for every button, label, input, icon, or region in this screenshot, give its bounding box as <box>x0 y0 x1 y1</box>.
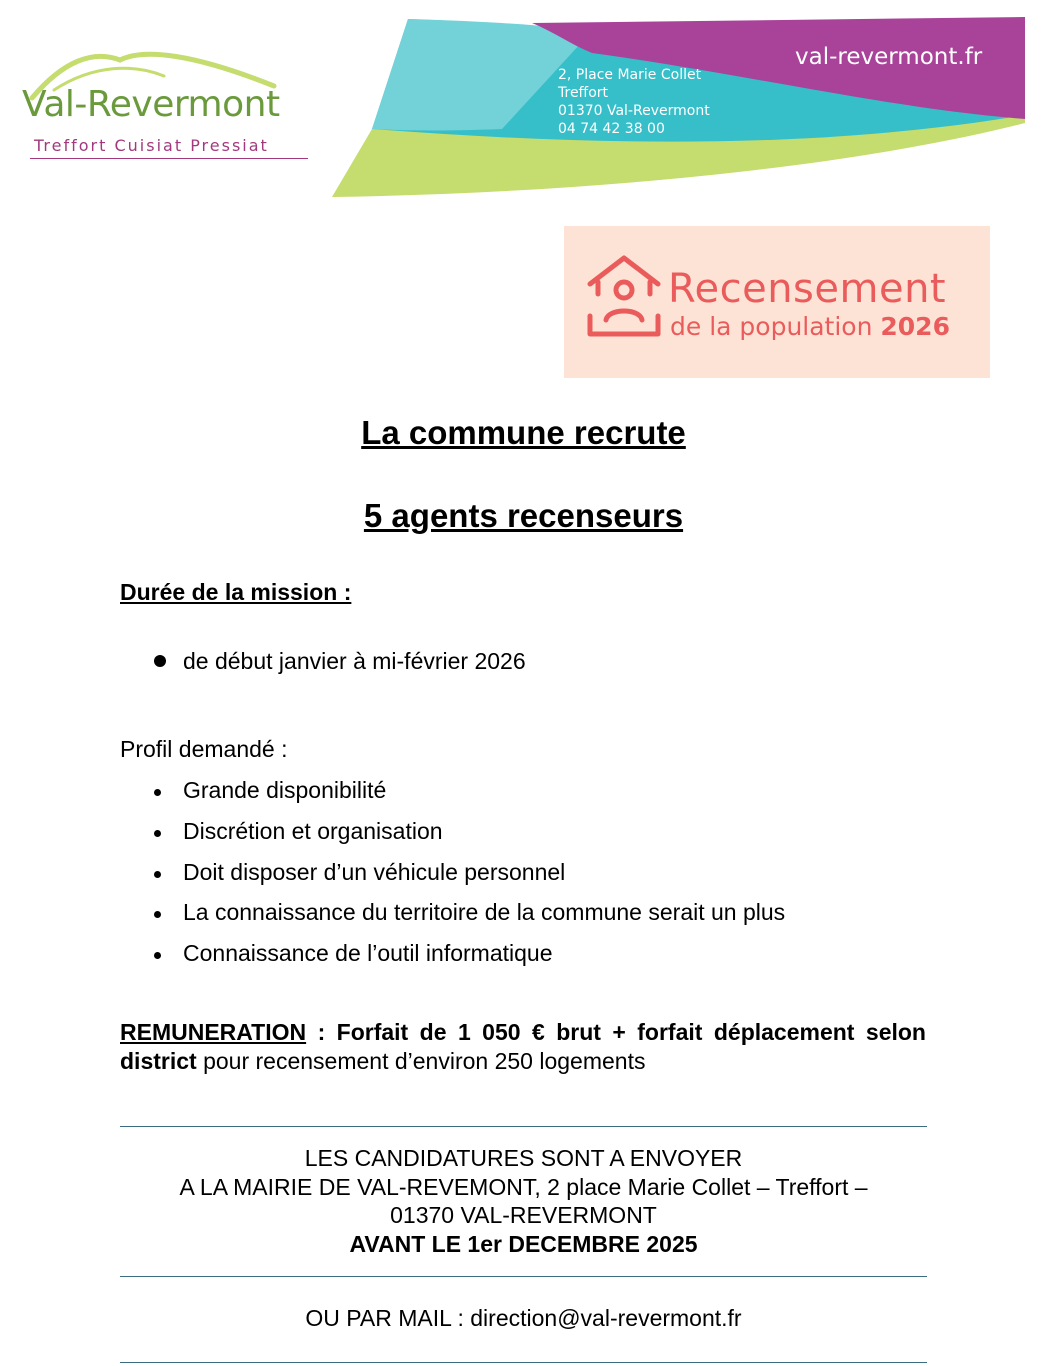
address-line-2: Treffort <box>558 85 609 101</box>
house-person-icon <box>586 254 662 342</box>
applications-line-2: A LA MAIRIE DE VAL-REVEMONT, 2 place Marie Collet – Treffort – <box>179 1174 868 1200</box>
heading-agents: 5 agents recenseurs <box>363 497 684 534</box>
logo-wordmark: Val-Revermont <box>22 84 280 125</box>
mission-item: de début janvier à mi-février 2026 <box>183 648 526 674</box>
census-subtitle <box>670 312 950 341</box>
remuneration-keyword: REMUNERATION <box>120 1019 307 1045</box>
website-link[interactable]: val-revermont.fr <box>795 44 983 70</box>
remuneration-paragraph <box>120 1018 926 1076</box>
bullet-icon <box>154 655 166 667</box>
profile-item: Connaissance de l’outil informatique <box>183 940 553 966</box>
heading-recruitment: La commune recrute <box>361 414 686 451</box>
remuneration-details: pour recensement d’environ 250 logements <box>196 1048 646 1074</box>
applications-deadline: AVANT LE 1er DECEMBRE 2025 <box>349 1231 698 1257</box>
bullet-icon <box>154 871 161 878</box>
mission-duration-label: Durée de la mission : <box>120 579 352 605</box>
census-year: 2026 <box>880 312 950 341</box>
applications-email[interactable]: OU PAR MAIL : direction@val-revermont.fr <box>305 1305 742 1331</box>
bullet-icon <box>154 952 161 959</box>
profile-item: Discrétion et organisation <box>183 818 443 844</box>
census-badge <box>564 226 990 378</box>
divider <box>120 1126 927 1127</box>
profile-item: Grande disponibilité <box>183 777 387 803</box>
applications-line-1: LES CANDIDATURES SONT A ENVOYER <box>304 1145 743 1171</box>
bullet-icon <box>154 911 161 918</box>
remuneration-separator: : <box>306 1019 337 1045</box>
bullet-icon <box>154 789 161 796</box>
logo-underline <box>30 158 308 159</box>
address-line-3: 01370 Val-Revermont <box>558 103 710 119</box>
profile-item: La connaissance du territoire de la commune serait un plus <box>183 899 786 925</box>
divider <box>120 1276 927 1277</box>
applications-line-3: 01370 VAL-REVERMONT <box>390 1202 657 1228</box>
address-line-1: 2, Place Marie Collet <box>558 67 702 83</box>
census-title: Recensement <box>668 266 947 312</box>
profile-item: Doit disposer d’un véhicule personnel <box>183 859 566 885</box>
census-subtitle-prefix: de la population <box>670 312 881 341</box>
profile-label: Profil demandé : <box>120 736 288 762</box>
bullet-icon <box>154 830 161 837</box>
logo-villages: Treffort Cuisiat Pressiat <box>34 136 269 155</box>
remuneration-amount: Forfait de 1 050 € brut + forfait déplacement selon district <box>120 1019 926 1074</box>
address-line-4: 04 74 42 38 00 <box>558 121 665 137</box>
divider <box>120 1362 927 1363</box>
